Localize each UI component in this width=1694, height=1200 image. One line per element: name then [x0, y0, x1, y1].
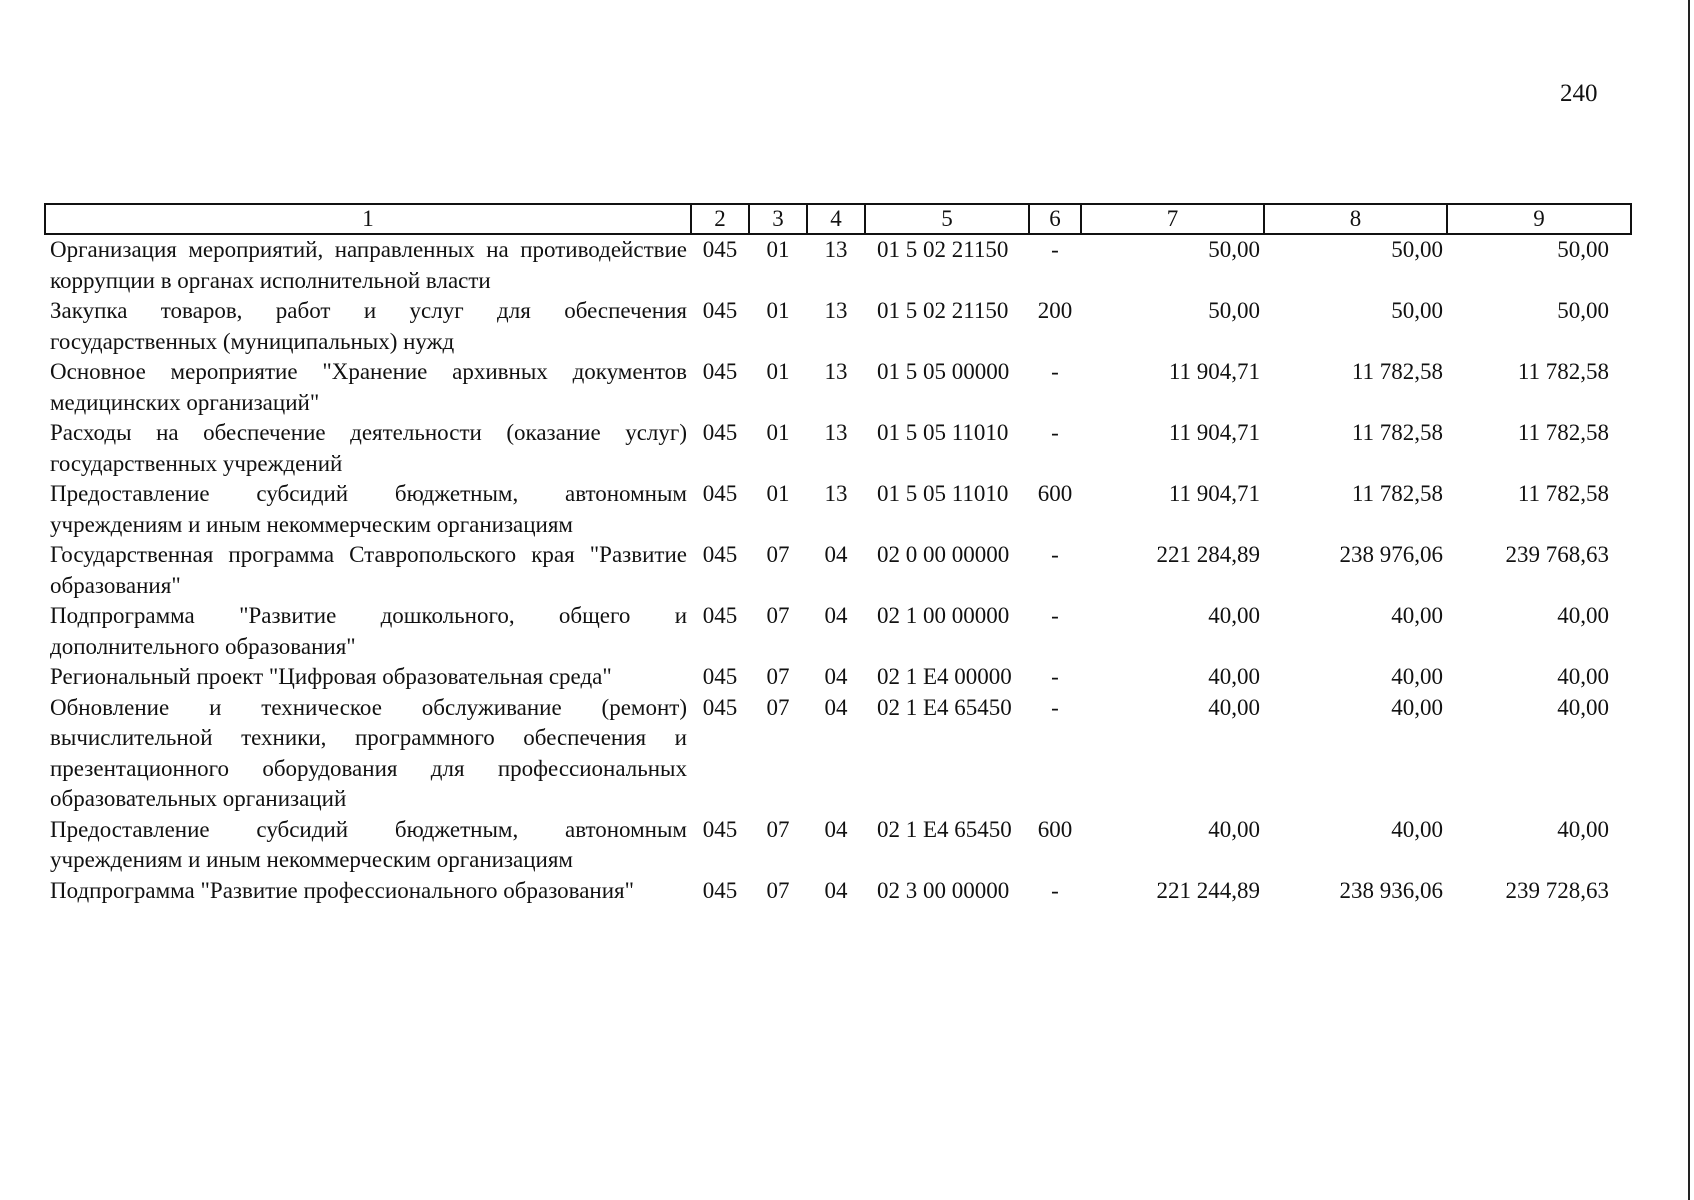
cell-subsection: 13 [824, 481, 848, 506]
cell-subsection: 13 [824, 237, 848, 262]
row-description: Региональный проект "Цифровая образовательная среда" [50, 664, 612, 689]
cell-target-article: 02 1 E4 65450 [877, 694, 1012, 720]
cell-amount-col9: 50,00 [1557, 298, 1609, 323]
column-header: 6 [1029, 204, 1081, 234]
cell-amount-col7: 221 284,89 [1156, 542, 1260, 567]
page-number: 240 [1560, 80, 1598, 107]
cell-subsection: 13 [824, 420, 848, 445]
cell-target-article: 01 5 05 11010 [877, 481, 1009, 506]
cell-amount-col9: 11 782,58 [1517, 481, 1609, 506]
cell-amount-col9: 40,00 [1557, 694, 1609, 720]
page-edge-border [1688, 0, 1690, 1200]
cell-ministry-code: 045 [702, 877, 738, 903]
table-row [45, 693, 1631, 815]
cell-ministry-code: 045 [702, 542, 738, 567]
header-row [45, 204, 1631, 234]
cell-expense-type: - [1051, 420, 1059, 445]
cell-target-article: 01 5 02 21150 [877, 237, 1009, 262]
cell-section: 07 [766, 603, 790, 628]
row-description: Закупка товаров, работ и услуг для обеспечения государственных (муниципальных) нужд [50, 298, 687, 354]
row-description: Предоставление субсидий бюджетным, автономным учреждениям и иным некоммерческим организациям [50, 481, 687, 537]
cell-expense-type: - [1051, 542, 1059, 567]
cell-target-article: 02 3 00 00000 [877, 877, 1010, 903]
column-header: 3 [749, 204, 807, 234]
cell-target-article: 02 1 E4 65450 [877, 816, 1012, 842]
cell-amount-col8: 11 782,58 [1351, 359, 1443, 384]
row-description: Подпрограмма "Развитие дошкольного, общего и дополнительного образования" [50, 603, 687, 659]
cell-amount-col7: 40,00 [1208, 816, 1260, 842]
cell-amount-col9: 239 768,63 [1505, 542, 1609, 567]
cell-expense-type: - [1051, 359, 1059, 384]
cell-subsection: 04 [824, 877, 848, 903]
cell-expense-type: 200 [1037, 298, 1073, 323]
cell-ministry-code: 045 [702, 237, 738, 262]
cell-section: 07 [766, 694, 790, 720]
column-header: 7 [1081, 204, 1264, 234]
cell-target-article: 02 1 00 00000 [877, 603, 1010, 628]
cell-amount-col8: 50,00 [1391, 237, 1443, 262]
cell-ministry-code: 045 [702, 816, 738, 842]
cell-amount-col7: 11 904,71 [1168, 420, 1260, 445]
table-row [45, 418, 1631, 479]
cell-amount-col8: 11 782,58 [1351, 420, 1443, 445]
row-description: Обновление и техническое обслуживание (ремонт) вычислительной техники, программного обеспечения и презентационного оборудования для профессиональных образовательных организаций [50, 694, 687, 811]
table-row [45, 876, 1631, 907]
cell-amount-col7: 50,00 [1208, 298, 1260, 323]
cell-section: 01 [766, 359, 790, 384]
cell-amount-col8: 40,00 [1391, 664, 1443, 689]
cell-amount-col8: 40,00 [1391, 694, 1443, 720]
cell-amount-col7: 50,00 [1208, 237, 1260, 262]
cell-amount-col7: 40,00 [1208, 664, 1260, 689]
cell-target-article: 02 1 E4 00000 [877, 664, 1012, 689]
cell-ministry-code: 045 [702, 603, 738, 628]
cell-amount-col9: 11 782,58 [1517, 420, 1609, 445]
cell-section: 07 [766, 542, 790, 567]
cell-target-article: 01 5 02 21150 [877, 298, 1009, 323]
cell-subsection: 04 [824, 694, 848, 720]
cell-amount-col9: 40,00 [1557, 816, 1609, 842]
row-description: Расходы на обеспечение деятельности (оказание услуг) государственных учреждений [50, 420, 687, 476]
cell-expense-type: - [1051, 877, 1059, 903]
table-row [45, 815, 1631, 876]
cell-amount-col9: 40,00 [1557, 664, 1609, 689]
row-description: Основное мероприятие "Хранение архивных документов медицинских организаций" [50, 359, 687, 415]
budget-table [44, 203, 1632, 906]
row-description: Организация мероприятий, направленных на противодействие коррупции в органах исполнительной власти [50, 237, 687, 293]
cell-ministry-code: 045 [702, 664, 738, 689]
cell-amount-col9: 11 782,58 [1517, 359, 1609, 384]
cell-amount-col8: 40,00 [1391, 603, 1443, 628]
cell-section: 01 [766, 481, 790, 506]
column-header: 9 [1447, 204, 1631, 234]
column-header: 1 [45, 204, 691, 234]
cell-amount-col9: 40,00 [1557, 603, 1609, 628]
cell-subsection: 04 [824, 664, 848, 689]
table-row [45, 357, 1631, 418]
column-header: 5 [865, 204, 1029, 234]
cell-expense-type: 600 [1037, 481, 1073, 506]
cell-amount-col8: 50,00 [1391, 298, 1443, 323]
cell-section: 07 [766, 877, 790, 903]
cell-amount-col9: 239 728,63 [1505, 877, 1609, 903]
cell-amount-col7: 40,00 [1208, 694, 1260, 720]
cell-ministry-code: 045 [702, 298, 738, 323]
cell-amount-col8: 40,00 [1391, 816, 1443, 842]
cell-subsection: 04 [824, 816, 848, 842]
cell-subsection: 13 [824, 298, 848, 323]
cell-section: 01 [766, 420, 790, 445]
cell-amount-col7: 221 244,89 [1156, 877, 1260, 903]
cell-amount-col8: 238 976,06 [1339, 542, 1443, 567]
row-description: Предоставление субсидий бюджетным, автономным учреждениям и иным некоммерческим организациям [50, 816, 687, 872]
cell-ministry-code: 045 [702, 420, 738, 445]
row-description: Государственная программа Ставропольского края "Развитие образования" [50, 542, 687, 598]
cell-amount-col8: 238 936,06 [1339, 877, 1443, 903]
cell-ministry-code: 045 [702, 359, 738, 384]
cell-expense-type: - [1051, 664, 1059, 689]
table-row [45, 479, 1631, 540]
cell-expense-type: - [1051, 603, 1059, 628]
cell-expense-type: 600 [1037, 816, 1073, 842]
cell-subsection: 04 [824, 542, 848, 567]
cell-amount-col8: 11 782,58 [1351, 481, 1443, 506]
cell-section: 07 [766, 816, 790, 842]
cell-section: 01 [766, 298, 790, 323]
cell-section: 01 [766, 237, 790, 262]
table-row [45, 540, 1631, 601]
cell-ministry-code: 045 [702, 694, 738, 720]
column-header: 4 [807, 204, 865, 234]
cell-target-article: 01 5 05 11010 [877, 420, 1009, 445]
cell-subsection: 13 [824, 359, 848, 384]
cell-ministry-code: 045 [702, 481, 738, 506]
cell-target-article: 02 0 00 00000 [877, 542, 1010, 567]
cell-section: 07 [766, 664, 790, 689]
cell-expense-type: - [1051, 694, 1059, 720]
table-row [45, 662, 1631, 693]
column-header: 2 [691, 204, 749, 234]
cell-amount-col7: 40,00 [1208, 603, 1260, 628]
table-row [45, 296, 1631, 357]
row-description: Подпрограмма "Развитие профессионального образования" [50, 877, 635, 903]
cell-amount-col9: 50,00 [1557, 237, 1609, 262]
cell-amount-col7: 11 904,71 [1168, 359, 1260, 384]
cell-subsection: 04 [824, 603, 848, 628]
cell-expense-type: - [1051, 237, 1059, 262]
table-row [45, 601, 1631, 662]
table-row [45, 234, 1631, 296]
cell-target-article: 01 5 05 00000 [877, 359, 1010, 384]
column-header: 8 [1264, 204, 1447, 234]
cell-amount-col7: 11 904,71 [1168, 481, 1260, 506]
